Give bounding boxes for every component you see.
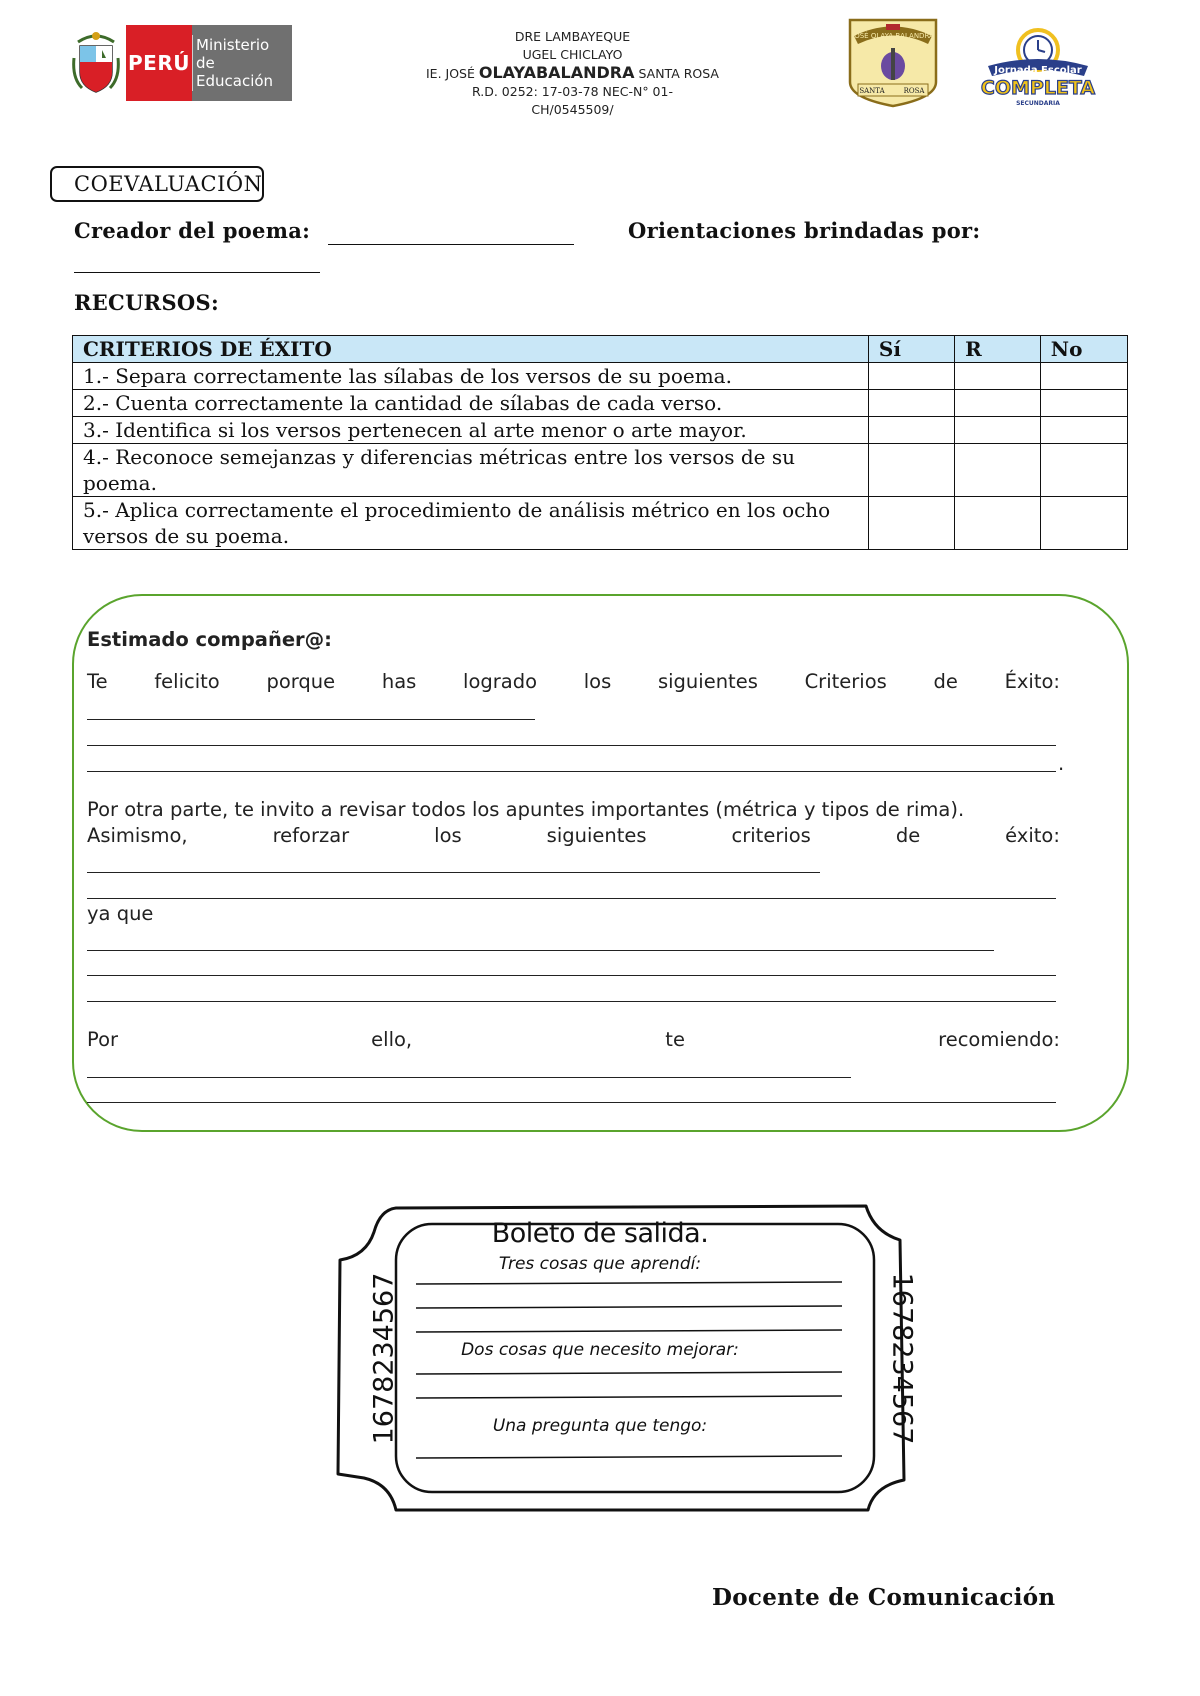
table-row bbox=[73, 390, 1128, 417]
regular-header: R bbox=[955, 336, 1041, 363]
no-cell[interactable] bbox=[1040, 390, 1127, 417]
table-row bbox=[73, 363, 1128, 390]
table-row bbox=[73, 497, 1128, 550]
answer-line[interactable] bbox=[87, 719, 535, 720]
table-row bbox=[73, 444, 1128, 497]
answer-line[interactable] bbox=[87, 975, 1056, 976]
ministry-logo bbox=[192, 25, 292, 101]
answer-line[interactable] bbox=[87, 1102, 1056, 1103]
jornada-escolar-completa-logo bbox=[980, 22, 1096, 108]
no-header: No bbox=[1040, 336, 1127, 363]
creator-blank[interactable] bbox=[328, 244, 574, 245]
table-row bbox=[73, 417, 1128, 444]
regular-cell[interactable] bbox=[955, 444, 1041, 497]
answer-line[interactable] bbox=[87, 1077, 851, 1078]
answer-line[interactable] bbox=[87, 1001, 1056, 1002]
regular-cell[interactable] bbox=[955, 497, 1041, 550]
criterion-1: 1.- Separa correctamente las sílabas de los versos de su poema. bbox=[73, 363, 869, 390]
resources-label: RECURSOS: bbox=[74, 290, 220, 315]
feedback-greeting: Estimado compañer@: bbox=[87, 628, 332, 651]
school-info-line1: DRE LAMBAYEQUE bbox=[514, 29, 631, 44]
school-crest-logo bbox=[846, 16, 940, 108]
regular-cell[interactable] bbox=[955, 363, 1041, 390]
creator-label: Creador del poema: bbox=[74, 218, 311, 243]
ticket-prompt-question: Una pregunta que tengo: bbox=[492, 1416, 708, 1436]
yes-header: Sí bbox=[868, 336, 954, 363]
congrats-line: Te felicito porque has logrado los siguientes Criterios de Éxito: bbox=[87, 670, 1060, 693]
ticket-prompt-learned: Tres cosas que aprendí: bbox=[498, 1254, 702, 1274]
school-info bbox=[400, 28, 745, 119]
regular-cell[interactable] bbox=[955, 417, 1041, 444]
svg-text:Jornada Escolar: Jornada Escolar bbox=[994, 65, 1082, 76]
no-cell[interactable] bbox=[1040, 417, 1127, 444]
yes-cell[interactable] bbox=[868, 444, 954, 497]
answer-line[interactable] bbox=[87, 745, 1056, 746]
because-text: ya que bbox=[87, 902, 154, 925]
answer-line[interactable] bbox=[87, 872, 820, 873]
guidance-blank[interactable] bbox=[74, 272, 320, 273]
ticket-serial-right: 1678234567 bbox=[886, 1272, 918, 1445]
svg-text:SECUNDARIA: SECUNDARIA bbox=[1016, 100, 1060, 107]
criterion-3: 3.- Identifica si los versos pertenecen al arte menor o arte mayor. bbox=[73, 417, 869, 444]
yes-cell[interactable] bbox=[868, 497, 954, 550]
recommend-line: Por ello, te recomiendo: bbox=[87, 1028, 1060, 1051]
ticket-title: Boleto de salida. bbox=[491, 1218, 709, 1249]
teacher-signature: Docente de Comunicación bbox=[712, 1584, 1056, 1611]
svg-text:ROSA: ROSA bbox=[903, 87, 925, 95]
svg-text:COMPLETA: COMPLETA bbox=[980, 77, 1096, 99]
ministry-line2: de Educación bbox=[196, 54, 274, 90]
reinforce-line: Asimismo, reforzar los siguientes criterios de éxito: bbox=[87, 824, 1060, 847]
answer-line[interactable] bbox=[87, 950, 994, 951]
no-cell[interactable] bbox=[1040, 363, 1127, 390]
criteria-table bbox=[72, 335, 1128, 550]
criteria-header-row bbox=[73, 336, 1128, 363]
school-info-line3: IE. JOSÉ OLAYABALANDRA SANTA ROSA bbox=[426, 63, 719, 82]
review-line: Por otra parte, te invito a revisar todos los apuntes importantes (métrica y tipos de rima). bbox=[87, 798, 965, 821]
end-period: . bbox=[1058, 752, 1065, 775]
school-info-line5: CH/0545509/ bbox=[531, 102, 614, 117]
criterion-4: 4.- Reconoce semejanzas y diferencias métricas entre los versos de su poema. bbox=[73, 444, 869, 497]
svg-text:JOSÉ OLAYA BALANDRA: JOSÉ OLAYA BALANDRA bbox=[852, 32, 934, 40]
yes-cell[interactable] bbox=[868, 390, 954, 417]
ticket-prompt-improve: Dos cosas que necesito mejorar: bbox=[461, 1340, 739, 1360]
ministry-line1: Ministerio bbox=[196, 36, 270, 54]
no-cell[interactable] bbox=[1040, 497, 1127, 550]
peru-logo bbox=[126, 25, 192, 101]
page-title: COEVALUACIÓN bbox=[74, 172, 263, 196]
criterion-2: 2.- Cuenta correctamente la cantidad de sílabas de cada verso. bbox=[73, 390, 869, 417]
school-info-line2: UGEL CHICLAYO bbox=[522, 47, 623, 62]
svg-text:SANTA: SANTA bbox=[859, 87, 885, 95]
peru-label: PERÚ bbox=[128, 51, 190, 75]
regular-cell[interactable] bbox=[955, 390, 1041, 417]
ticket-serial-left: 1678234567 bbox=[368, 1272, 400, 1445]
peru-coat-of-arms-logo bbox=[72, 28, 120, 96]
yes-cell[interactable] bbox=[868, 417, 954, 444]
criteria-header: CRITERIOS DE ÉXITO bbox=[73, 336, 869, 363]
guidance-label: Orientaciones brindadas por: bbox=[628, 218, 981, 243]
answer-line[interactable] bbox=[87, 898, 1056, 899]
answer-line[interactable] bbox=[87, 771, 1056, 772]
yes-cell[interactable] bbox=[868, 363, 954, 390]
no-cell[interactable] bbox=[1040, 444, 1127, 497]
school-info-line4: R.D. 0252: 17-03-78 NEC-N° 01- bbox=[472, 84, 673, 99]
criterion-5: 5.- Aplica correctamente el procedimiento de análisis métrico en los ocho versos de su poema. bbox=[73, 497, 869, 550]
